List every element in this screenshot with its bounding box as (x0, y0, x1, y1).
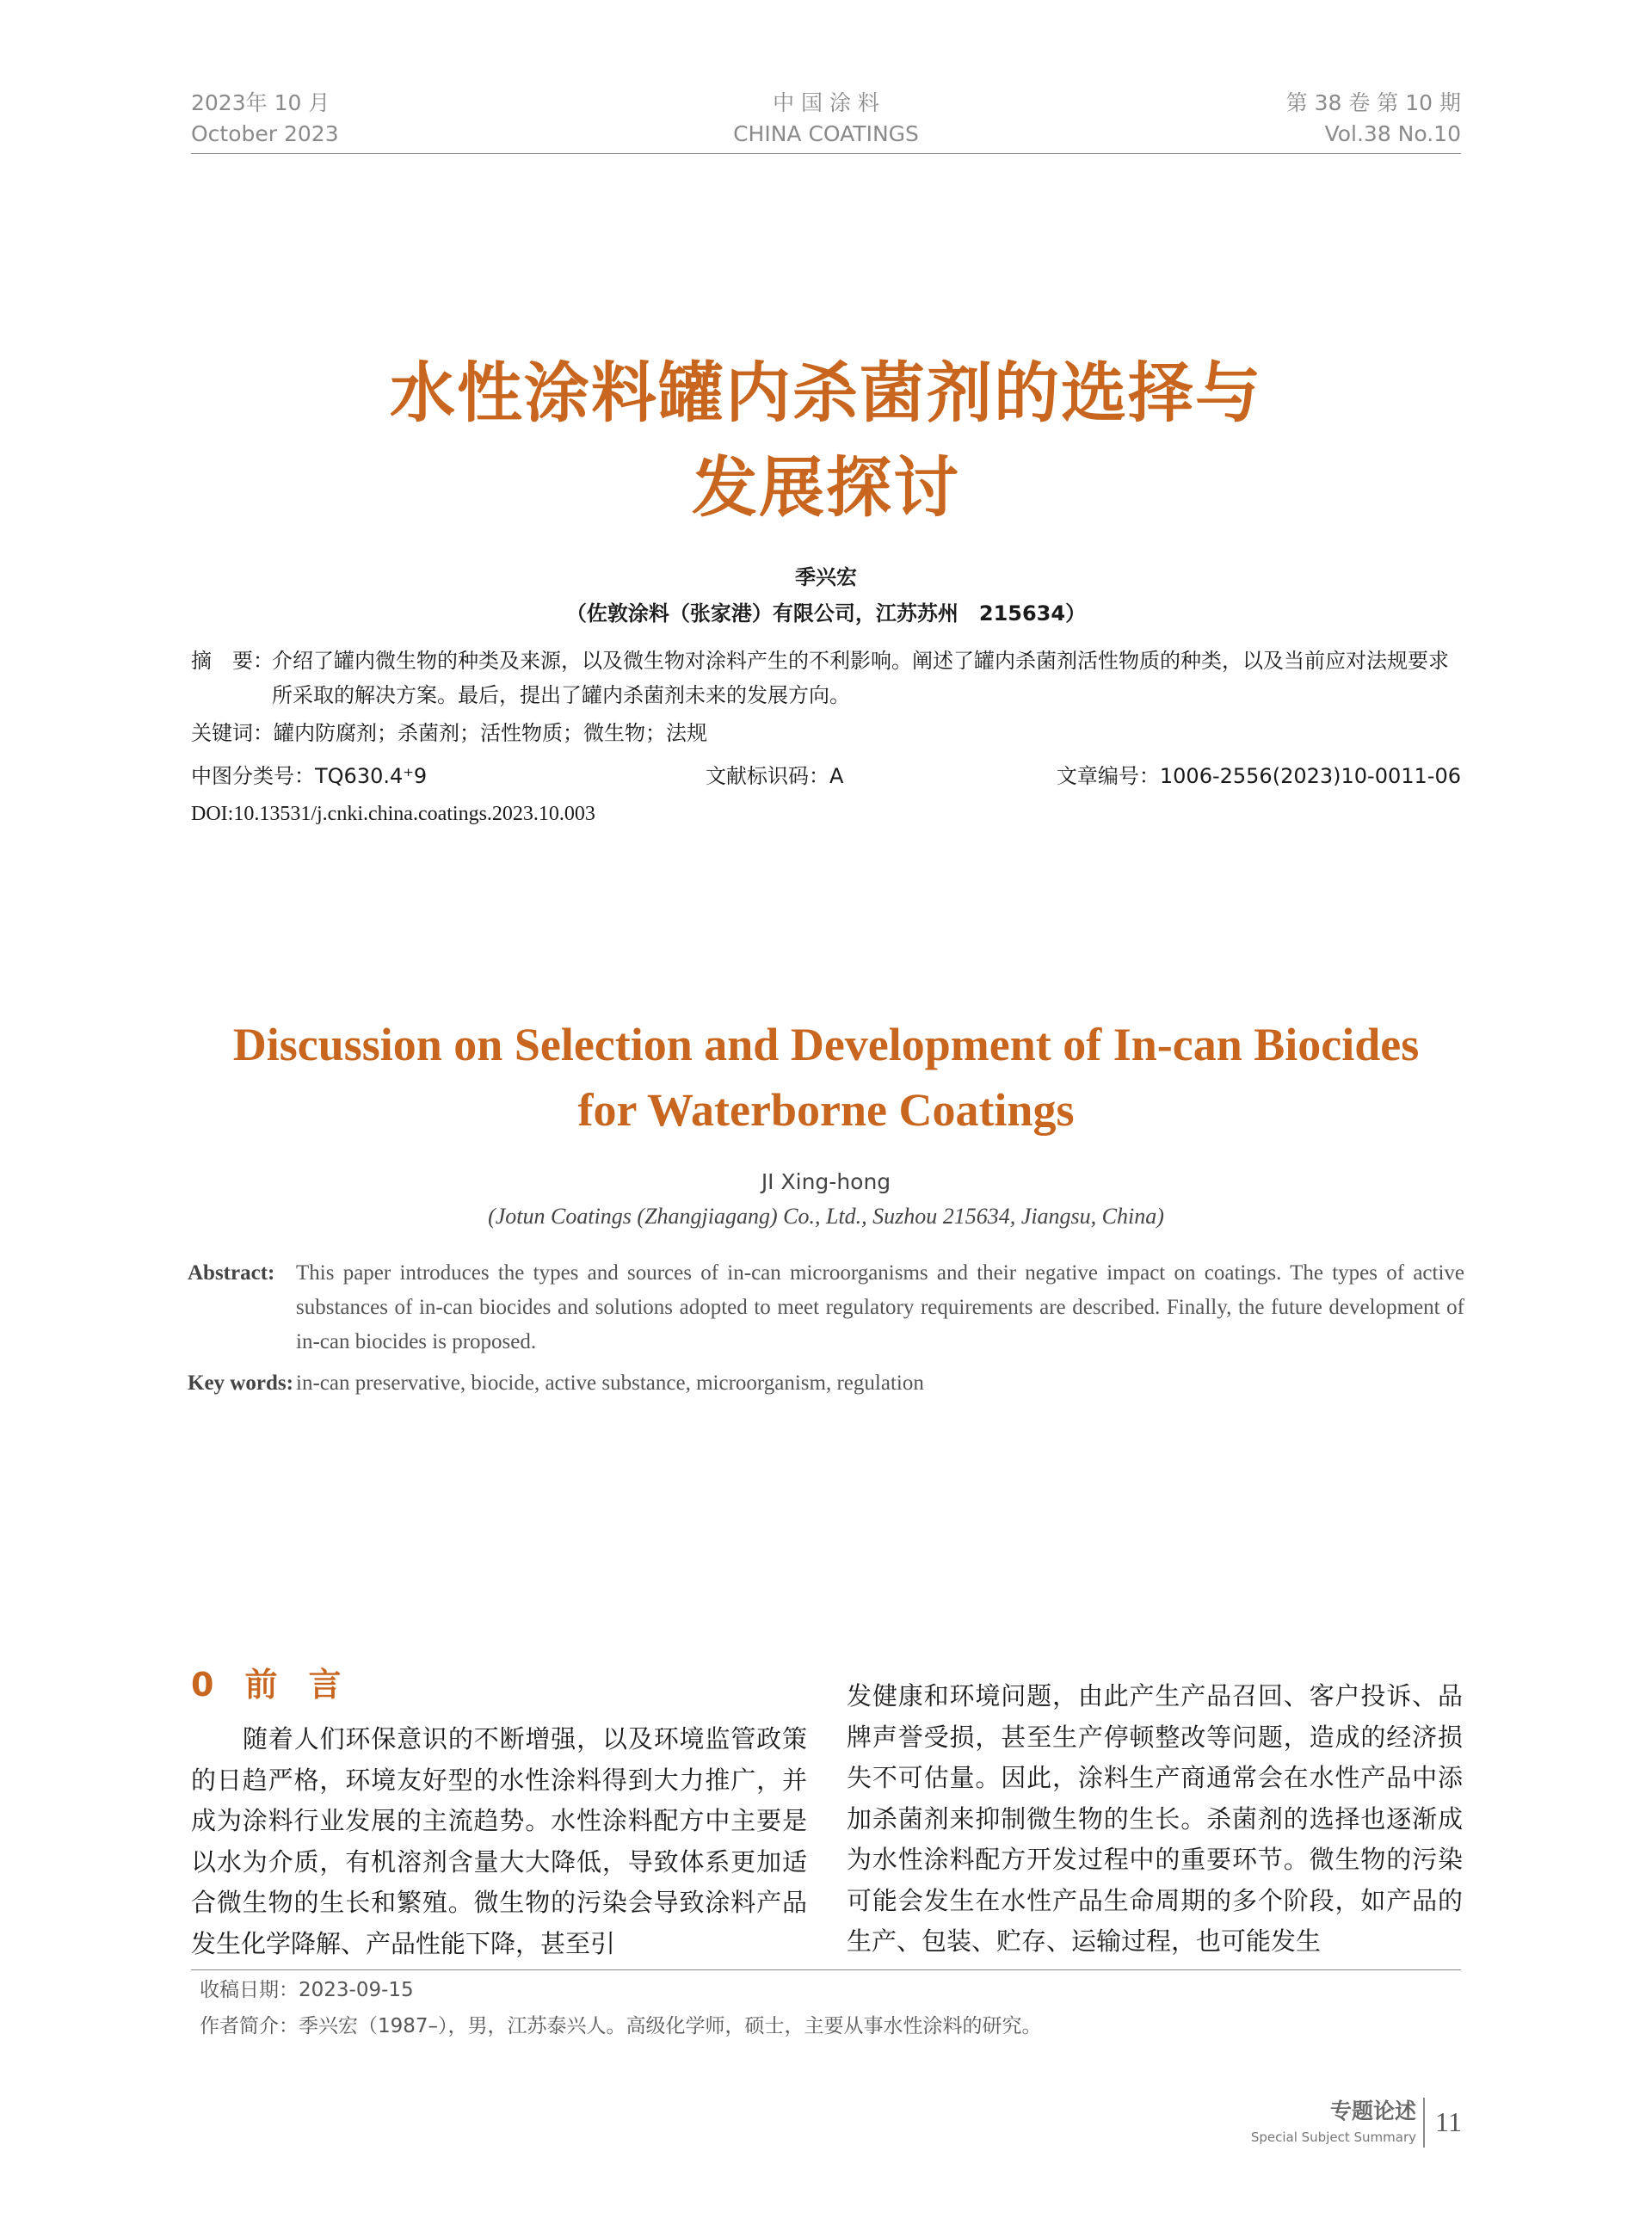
footnote-divider (191, 1969, 1461, 1970)
keywords-en (188, 1368, 1464, 1399)
section-number: 0 (191, 1666, 214, 1704)
author-cn: 季兴宏 (795, 565, 857, 589)
header-journal-en: CHINA COATINGS (733, 121, 919, 146)
paper-title-cn (191, 346, 1461, 535)
running-header-right (1286, 88, 1461, 150)
body-paragraph-right: 发健康和环境问题，由此产生产品召回、客户投诉、品牌声誉受损，甚至生产停顿整改等问题，造成的经济损失不可估量。因此，涂料生产商通常会在水性产品中添加杀菌剂来抑制微生物的生长。杀菌剂的选择也逐渐成为水性涂料配方开发过程中的重要环节。微生物的污染可能会发生在水性产品生命周期的多个阶段，如产品的生产、包装、贮存、运输过程，也可能发生 (847, 1681, 1463, 1956)
abstract-en (188, 1256, 1464, 1359)
paper-title-en-line-1: Discussion on Selection and Development of In-can Biocides (232, 1019, 1420, 1070)
author-en: JI Xing-hong (761, 1169, 891, 1194)
abstract-cn-label: 摘 要： (191, 649, 274, 673)
footnote-author-bio: 作者简介：季兴宏（1987–），男，江苏泰兴人。高级化学师，硕士，主要从事水性涂料的研究。 (200, 2015, 1042, 2037)
keywords-cn-text: 罐内防腐剂；杀菌剂；活性物质；微生物；法规 (274, 721, 707, 745)
classification-number: 中图分类号：TQ630.4⁺9 (191, 764, 428, 788)
footer-divider (1423, 2098, 1425, 2148)
footnote-received-date: 收稿日期：2023-09-15 (200, 1979, 414, 2001)
header-journal-cn: 中 国 涂 料 (773, 90, 879, 115)
header-date-en: October 2023 (191, 121, 339, 146)
section-title: 前言 (244, 1666, 373, 1704)
header-volume-cn: 第 38 卷 第 10 期 (1285, 90, 1461, 115)
body-paragraph-left: 随着人们环保意识的不断增强，以及环境监管政策的日趋严格，环境友好型的水性涂料得到大力推广，并成为涂料行业发展的主流趋势。水性涂料配方中主要是以水为介质，有机溶剂含量大大降低，导致体系更加适合微生物的生长和繁殖。微生物的污染会导致涂料产品发生化学降解、产品性能下降，甚至引 (191, 1724, 807, 1958)
running-header-center (697, 88, 955, 150)
paper-title-cn-line-1: 水性涂料罐内杀菌剂的选择与 (390, 354, 1262, 431)
footer-section-en: Special Subject Summary (1250, 2129, 1416, 2145)
doi: DOI:10.13531/j.cnki.china.coatings.2023.10.003 (191, 803, 595, 825)
affiliation-en: (Jotun Coatings (Zhangjiagang) Co., Ltd., Suzhou 215634, Jiangsu, China) (488, 1204, 1164, 1229)
header-date-cn: 2023年 10 月 (191, 90, 330, 115)
page-number: 11 (1435, 2106, 1462, 2137)
abstract-en-text: This paper introduces the types and sources of in-can microorganisms and their negative impact on coatings. The types of active substances of in-can biocides and solutions adopted to meet regulatory requirements are described. Finally, the future development of in-can biocides is proposed. (296, 1261, 1464, 1353)
abstract-cn-text: 介绍了罐内微生物的种类及来源，以及微生物对涂料产生的不利影响。阐述了罐内杀菌剂活性物质的种类，以及当前应对法规要求所采取的解决方案。最后，提出了罐内杀菌剂未来的发展方向。 (272, 649, 1449, 707)
paper-title-cn-line-2: 发展探讨 (692, 449, 960, 526)
footer-section-cn: 专题论述 (1329, 2099, 1416, 2123)
article-number: 文章编号：1006-2556(2023)10-0011-06 (1056, 764, 1461, 788)
running-header-left (191, 88, 339, 150)
abstract-cn (191, 644, 1464, 712)
document-code: 文献标识码：A (706, 764, 844, 788)
keywords-en-text: in-can preservative, biocide, active substance, microorganism, regulation (296, 1371, 924, 1395)
keywords-cn-label: 关键词： (191, 721, 274, 745)
abstract-en-label: Abstract: (188, 1261, 275, 1285)
paper-title-en (191, 1012, 1461, 1143)
section-heading (191, 1662, 372, 1707)
affiliation-cn: （佐敦涂料（张家港）有限公司，江苏苏州 215634） (565, 601, 1087, 626)
header-volume-en: Vol.38 No.10 (1324, 121, 1461, 146)
keywords-en-label: Key words: (188, 1371, 293, 1395)
body-column-right (847, 1676, 1463, 1963)
paper-title-en-line-2: for Waterborne Coatings (577, 1084, 1075, 1136)
body-column-left (191, 1719, 807, 1964)
header-divider (191, 153, 1461, 154)
keywords-cn (191, 718, 707, 749)
